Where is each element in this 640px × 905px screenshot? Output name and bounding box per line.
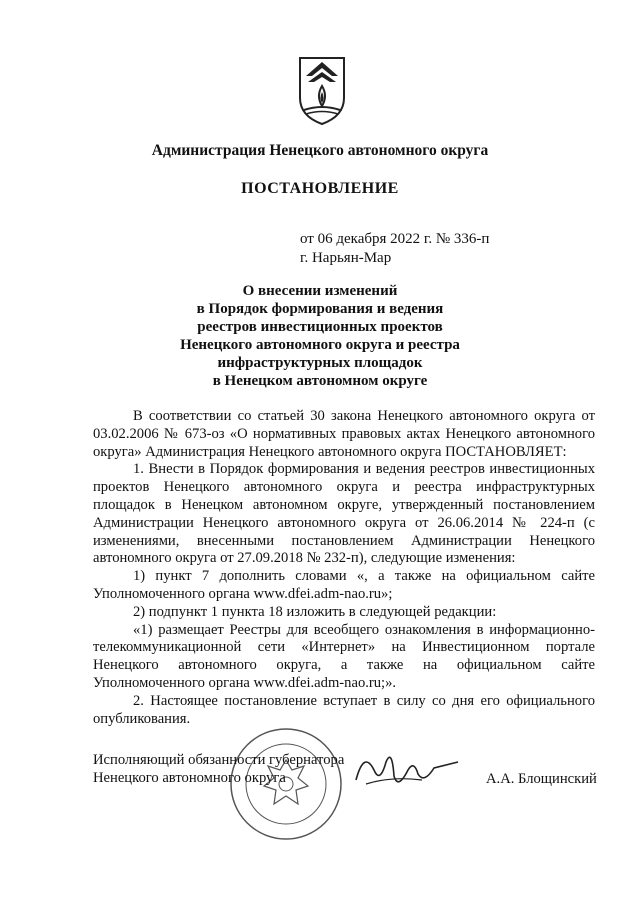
signatory-position <box>93 752 344 788</box>
body-paragraph: 1) пункт 7 дополнить словами «, а также на официальном сайте Уполномоченного органа www.dfei.adm-nao.ru»; <box>93 568 595 602</box>
document-city: г. Нарьян-Мар <box>300 250 392 266</box>
title-line: Ненецкого автономного округа и реестра <box>180 337 460 353</box>
organization-name: Администрация Ненецкого автономного округа <box>151 142 489 159</box>
document-title <box>0 282 640 390</box>
document-body <box>93 408 595 728</box>
title-line: в Порядок формирования и ведения <box>196 301 444 317</box>
coat-of-arms-icon <box>296 54 348 128</box>
body-paragraph: 2. Настоящее постановление вступает в силу со дня его официального опубликования. <box>93 692 595 727</box>
body-paragraph: В соответствии со статьей 30 закона Ненецкого автономного округа от 03.02.2006 № 673-оз «О нормативных правовых актах Ненецкого автономного округа» Администрация Ненецкого автономного округа ПОСТАНОВЛЯЕТ: <box>93 408 595 460</box>
document-date-number: от 06 декабря 2022 г. № 336-п <box>300 231 490 247</box>
body-paragraph: 2) подпункт 1 пункта 18 изложить в следующей редакции: <box>133 603 497 620</box>
document-type: ПОСТАНОВЛЕНИЕ <box>241 180 399 197</box>
signatory-position-line: Ненецкого автономного округа <box>93 769 286 786</box>
signatory-position-line: Исполняющий обязанности губернатора <box>93 752 345 768</box>
title-line: в Ненецком автономном округе <box>212 373 428 389</box>
body-paragraph: 1. Внести в Порядок формирования и ведения реестров инвестиционных проектов Ненецкого автономного округа и реестра инфраструктурных площадок в Ненецком автономном округе, утвержденный постановлением Администрации Ненецкого автономного округа от 26.06.2014 № 224-п (с изменениями, внесенными постановлением Администрации Ненецкого автономного округа от 27.09.2018 № 232-п), следующие изменения: <box>93 461 595 567</box>
body-paragraph: «1) размещает Реестры для всеобщего ознакомления в информационно-телекоммуникационной сети «Интернет» на Инвестиционном портале Ненецкого автономного округа, а также на официальном сайте Уполномоченного органа www.dfei.adm-nao.ru;». <box>93 621 595 691</box>
title-line: инфраструктурных площадок <box>217 355 423 371</box>
title-line: О внесении изменений <box>242 283 398 299</box>
title-line: реестров инвестиционных проектов <box>197 319 443 335</box>
handwritten-signature <box>352 740 462 800</box>
signatory-name: А.А. Блощинский <box>486 771 597 787</box>
